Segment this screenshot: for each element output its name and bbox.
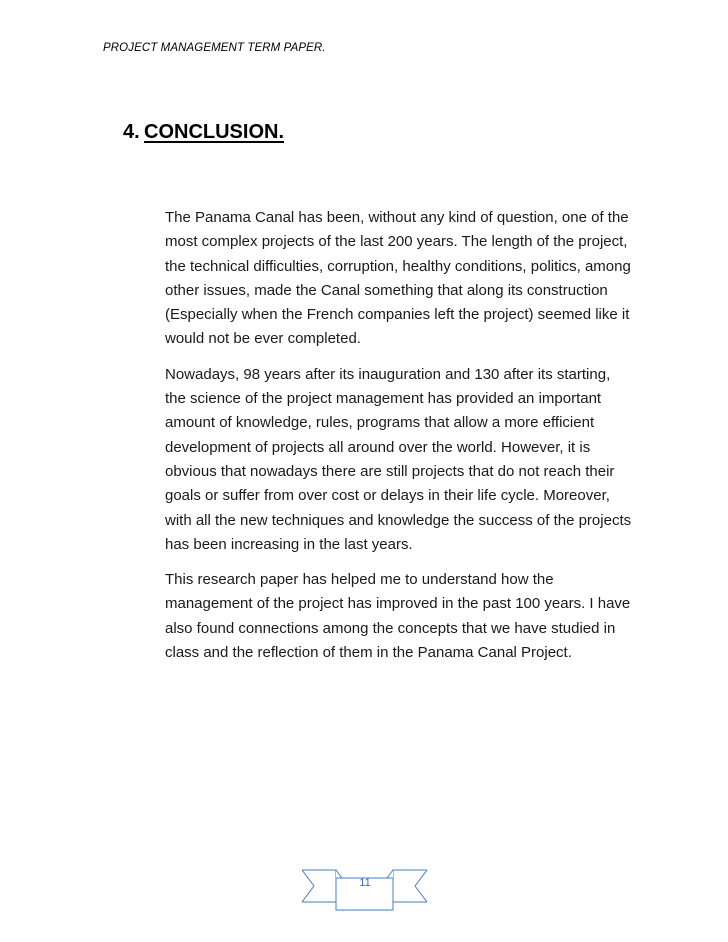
section-number: 4. [123,121,140,143]
page-number-ribbon-icon [302,862,427,918]
paragraph-2: Nowadays, 98 years after its inauguration and 130 after its starting, the science of the project management has provided an important amount of knowledge, rules, programs that allow a more efficient development of projects all around over the world. However, it is obvious that nowadays there are still projects that do not reach their goals or suffer from over cost or delays in their life cycle. Moreover, with all the new techniques and knowledge the success of the projects has been increasing in the last years. [165,365,632,553]
page-footer [0,858,728,918]
section-title: CONCLUSION. [144,121,284,143]
paragraph-1: The Panama Canal has been, without any kind of question, one of the most complex projects of the last 200 years. The length of the project, the technical difficulties, corruption, healthy conditions, politics, among other issues, made the Canal something that along its construction (Especially when the French companies left the project) seemed like it would not be ever completed. [165,209,631,348]
body-text [165,206,635,676]
paragraph-3: This research paper has helped me to understand how the management of the project has improved in the past 100 years. I have also found connections among the concepts that we have studied in class and the reflection of them in the Panama Canal Project. [165,571,631,662]
running-header: PROJECT MANAGEMENT TERM PAPER. [103,42,326,54]
page-number: 11 [359,877,371,889]
section-heading [123,121,284,144]
